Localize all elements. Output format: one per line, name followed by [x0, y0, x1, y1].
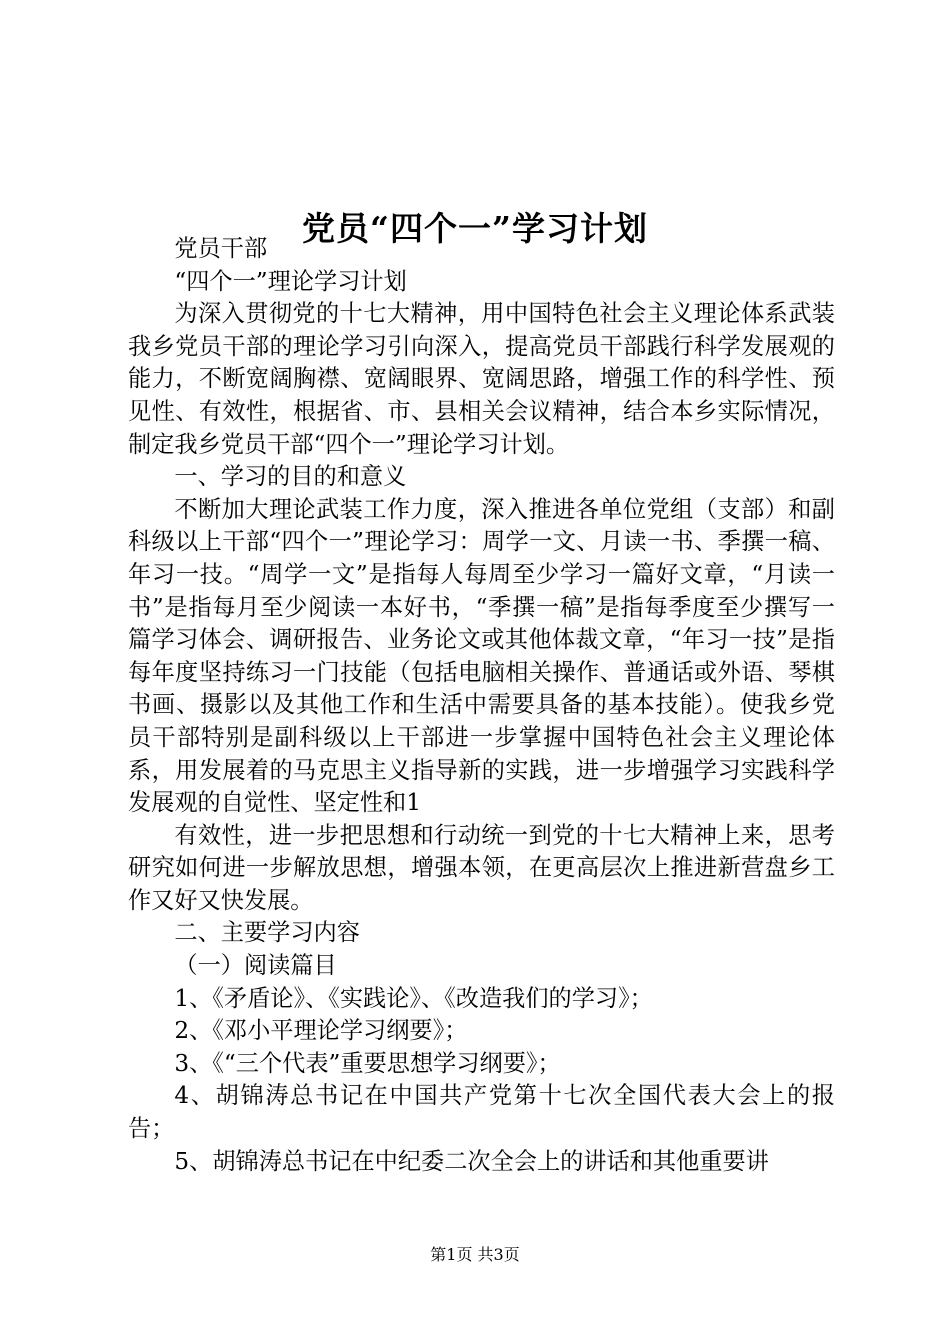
paragraph-subject: 党员干部 [174, 235, 268, 262]
document-body [128, 233, 835, 1178]
reading-item: 3、《“三个代表”重要思想学习纲要》； [174, 1049, 561, 1077]
paragraph-subtitle: “四个一”理论学习计划 [174, 267, 407, 295]
reading-item: 5、胡锦涛总书记在中纪委二次全会上的讲话和其他重要讲 [174, 1147, 769, 1175]
section-heading-purpose: 一、学习的目的和意义 [174, 463, 407, 491]
paragraph-intro: 为深入贯彻党的十七大精神，用中国特色社会主义理论体系武装我乡党员干部的理论学习引向深入，提高党员干部践行科学发展观的能力，不断宽阔胸襟、宽阔眼界、宽阔思路，增强工作的科学性、预见性、有效性，根据省、市、县相关会议精神，结合本乡实际情况，制定我乡党员干部“四个一”理论学习计划。 [128, 300, 835, 458]
page-footer: 第1页 共3页 [430, 1245, 520, 1264]
reading-item: 4、胡锦涛总书记在中国共产党第十七次全国代表大会上的报告； [128, 1082, 835, 1143]
reading-item: 1、《矛盾论》、《实践论》、《改造我们的学习》； [174, 984, 653, 1012]
subsection-heading-reading: （一）阅读篇目 [174, 952, 337, 980]
section-heading-content: 二、主要学习内容 [174, 919, 360, 947]
paragraph-effectiveness: 有效性，进一步把思想和行动统一到党的十七大精神上来，思考研究如何进一步解放思想，增强本领，在更高层次上推进新营盘乡工作又好又快发展。 [128, 821, 835, 914]
document-title: 党员“四个一”学习计划 [302, 209, 648, 249]
paragraph-purpose: 不断加大理论武装工作力度，深入推进各单位党组（支部）和副科级以上干部“四个一”理论学习：周学一文、月读一书、季撰一稿、年习一技。“周学一文”是指每人每周至少学习一篇好文章，“月读一书”是指每月至少阅读一本好书，“季撰一稿”是指每季度至少撰写一篇学习体会、调研报告、业务论文或其他体裁文章，“年习一技”是指每年度坚持练习一门技能（包括电脑相关操作、普通话或外语、琴棋书画、摄影以及其他工作和生活中需要具备的基本技能）。使我乡党员干部特别是副科级以上干部进一步掌握中国特色社会主义理论体系，用发展着的马克思主义指导新的实践，进一步增强学习实践科学发展观的自觉性、坚定性和1 [128, 495, 835, 817]
reading-item: 2、《邓小平理论学习纲要》； [174, 1017, 468, 1045]
